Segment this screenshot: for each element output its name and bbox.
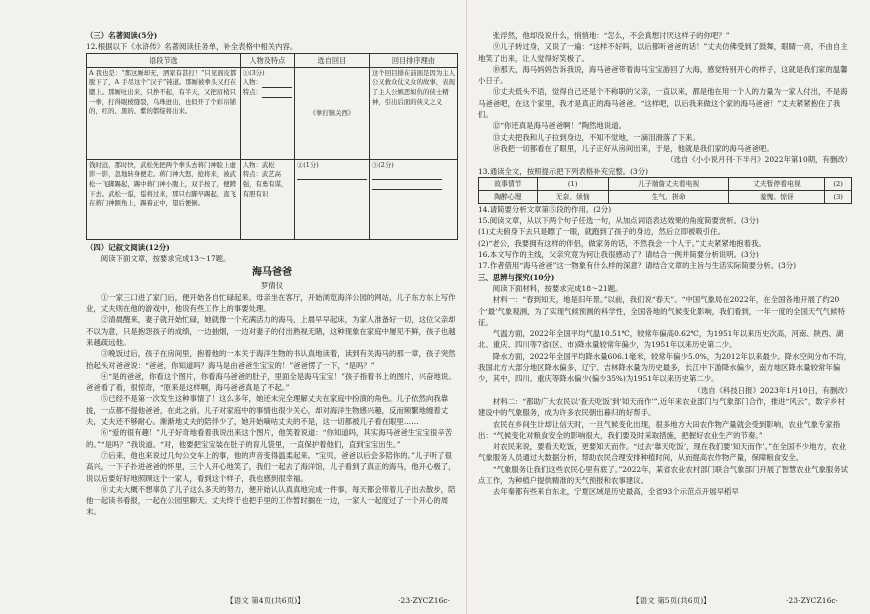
table-header: 选自回目 — [294, 53, 369, 67]
chapter-cell: 《拳打镇关西》 — [294, 67, 369, 159]
paragraph: ⑭我把一切都看在了眼里，儿子正好从房间出来，于是，他就是我们家的海马爸爸吧。 — [492, 143, 774, 153]
table-cell: 丈夫暂停看电视 — [729, 177, 825, 190]
source-note: （选自《科技日报》2023年1月10日，有删改） — [693, 385, 852, 395]
reason-cell: 这个回目排在前面是因为主人公又救众仗义女的故事，表现了主人公嫉恶如仇的侠士精神，引出后面的侠义之义 — [369, 67, 457, 159]
right-page — [478, 30, 852, 596]
article-author: 罗倩仪 — [260, 281, 284, 291]
question-16: 16.本文写作的主线，父亲究竟为何让我很感动了？请结合一例并简要分析说明。(3分) — [478, 250, 759, 260]
table-header: 人物及特点 — [240, 53, 294, 67]
score-label: ②(1分) — [296, 160, 319, 169]
paragraph: ⑦后来，他也来说过几句公交车上的事，他的声音变得温柔起来。“宝贝，爸爸以后会多陪你的。”儿子听了很高兴，一下子扑进爸爸的怀里，三个人开心地笑了，我们一起去了海洋馆，儿子看到了真正的海马，他开心极了，说以后要好好地照顾这个一家人，看到这个样子，我也感到很幸福。 — [86, 450, 456, 483]
table-cell: 故事情节 — [479, 177, 538, 190]
material-paragraph: 农民在乡间生计却让信天时，一旦气候变化出现，很多地方大田农作物产量就会受到影响，农业气象专家指出：“气候变化对粮食安全的影响很大，我们要及时采取措施，把握好农业生产的节奏。” — [478, 419, 841, 440]
question-17: 17.作者借用“海马爸爸”这一物象有什么样的深意？请结合文章的主旨与生活实际简要分析。(3分) — [478, 261, 797, 271]
excerpt-cell: 钱时远，那时快，武松先把两个拳头去蒋门神脸上虚影一影，忽地转身便走。蒋门神大怒，抢将来，被武松一飞脚踢起，踢中蒋门神小腹上，双手按了，便蹲下去。武松一踅，踅将过来，那只右脚早踢起，直飞在蒋门神额角上，踢着正中，望后便倒。 — [87, 159, 241, 239]
page-fold — [466, 0, 467, 614]
table-cell: 无奈、烦恼 — [537, 190, 608, 203]
table-cell: 羞愧、惊讶 — [729, 190, 825, 203]
score-label: ①(3分) — [242, 68, 265, 77]
table-cell: 儿子端詹丈夫看电视 — [608, 177, 729, 190]
page-code: ·23·ZYCZ16c· — [398, 596, 451, 605]
table-header: 回目排序理由 — [369, 53, 457, 67]
material-paragraph: 降水方面，2022年全国平均降水量606.1毫米，较常年偏少5.0%，为2012年以来最少。降水空间分布不均，我国北方大部分地区降水偏多，辽宁、吉林降水量为历史最多，长江中下游降水偏少，南方地区降水量较常年偏少，其中，四川、重庆等降水偏少(偏少35%)为1951年以来历史第二少。 — [478, 351, 852, 384]
section-heading: （三）名著阅读(5分) — [86, 31, 158, 40]
section-heading: 三、思辨与探究(10分) — [478, 272, 555, 282]
paragraph: ⑤已经不是第一次发生这种事情了！这么多年，她还未完全理解丈夫在家庭中扮演的角色。儿子依然向我靠拢，一点都不提他爸爸，在此之前，儿子对家庭中的事情也很少关心，却对海洋生物感兴趣，反而频繁地缠着丈夫，丈夫还不够耐心。渐渐地丈夫的陪伴少了，她开始嘀咕丈夫的不是，这一切都被儿子看在眼里…… — [86, 394, 449, 427]
material-paragraph: “气象服务让我们这些农民心里有底了。”2022年，某省农业农村部门联合气象部门开展了智慧农业气象服务试点工作，为种植户提供精准的天气预报和农事建议。 — [478, 464, 849, 485]
question-15-option: (1)丈夫俯身下去只是瞟了一眼，就跑到了孩子的身边，然后立即被吸引住。 — [478, 227, 725, 237]
article-title: 海马爸爸 — [252, 267, 292, 279]
paragraph: ①一家三口进了家门后，便开始各自忙碌起来。母亲坐在客厅，开始浏览海洋公园的网站，儿子东方东上写作业，丈夫则在他的游戏中，他说有些工作上的事要处理。 — [86, 292, 456, 314]
character-cell — [240, 159, 294, 239]
question-13: 13.通读全文，按照提示把下列表格补充完整。(3分) — [478, 166, 649, 176]
section-heading: （四）记叙文阅读(12分) — [86, 242, 170, 252]
paragraph: ⑪丈夫低头不语，觉得自己还是个不称职的父亲，一直以来，都是他在用一个人的力量为一家人付出，不是海马爸爸吧，在这个家里，我才是真正的海马爸爸。“这样吧，以后我来做这个家的海马爸爸！”丈夫紧紧抱住了我们。 — [478, 87, 848, 120]
score-label: ③(2分) — [371, 160, 394, 169]
table-cell[interactable]: (2) — [825, 177, 852, 190]
section-intro: 阅读下面文章，按要求完成13～17题。 — [100, 254, 231, 264]
table-cell: 生气、拼命 — [608, 190, 729, 203]
material-paragraph: 气温方面，2022年全国平均气温10.51℃，较常年偏高0.62℃，为1951年以来历史次高，河南、陕西、湖北、重庆、四川等7省(区、市)降水量较常年偏少，为1951年以来历史第二少。 — [478, 329, 844, 350]
plot-table — [478, 177, 852, 204]
page-footer-label: 【语文 第5页(共6页)】 — [632, 596, 711, 605]
paragraph: ③晚饭过后，孩子在房间里，抱着他的一本关于海洋生物的书认真地读着，读到有关海马的那一章，孩子突然抬起头对爸爸说：“爸爸，你知道吗？海马是由爸爸生宝宝的！”爸爸愣了一下，“是吗？” — [86, 349, 456, 370]
character-cell — [240, 67, 294, 159]
page-code: ·23·ZYCZ16c· — [786, 596, 839, 605]
material-paragraph: 去年秦都有些来自东北，宁夏区域是历史最高，全省93个示范点开展早稻早 — [492, 487, 739, 497]
chapter-cell — [294, 159, 369, 239]
answer-blank[interactable] — [372, 172, 442, 180]
paragraph: ⑫“你还真是海马爸爸啊！”陶然地说道。 — [492, 121, 626, 131]
question-12: 12.根据以下《水浒传》名著阅读任务单，补全表格中相关内容。 — [86, 42, 298, 52]
material-paragraph: 材料二：“都助广大农民以‘查天吃饭’到‘知天而作’”,近年来农业部门与气象部门合作，推进“风云”，数字乡村建设中的气象服务，成为许多农民朝出暮归的好帮手。 — [478, 396, 845, 418]
task-table — [86, 53, 458, 240]
reason-cell — [369, 159, 457, 239]
paragraph: ⑬丈夫把我和儿子拉到身边，不知不觉地，一滴泪滑落了下来。 — [492, 132, 700, 142]
paragraph: ④“是的爸爸，你看这个图片，你看海马爸爸的肚子，里面全是海马宝宝！”孩子指着书上的图片，兴奋地说。爸爸看了看，很惊奇，“原来是这样啊，海马爸爸真是了不起。” — [86, 371, 456, 393]
field-label: 特点： — [242, 88, 262, 97]
field-label: 人物：武松 — [242, 160, 275, 169]
paragraph: ⑥“爱的很有趣！”儿子好奇地看着我说出来这个图片，他笑着说道：“你知道吗，其实海马爸爸生宝宝很辛苦的。”“是吗？”我说道。“对，他要把宝宝装在肚子的育儿袋里，一直保护着他们，直到宝宝出生。” — [86, 428, 453, 449]
table-cell[interactable]: (3) — [825, 190, 852, 203]
answer-blank[interactable] — [372, 182, 442, 190]
answer-blank[interactable] — [262, 90, 292, 98]
paragraph: ⑨儿子转过身，又说了一遍：“这样不好吗，以后都听爸爸的话！”丈夫仿佛受到了鼓舞，眼睛一亮，不由自主地笑了出来，让人觉得好笑极了。 — [478, 42, 848, 63]
answer-blank[interactable] — [262, 80, 292, 88]
field-label: 人物： — [242, 78, 262, 87]
table-header: 语段节选 — [87, 53, 241, 67]
table-cell: 陶醉心理 — [479, 190, 538, 203]
paragraph: ②清晨醒来，妻子就开始忙碌，她就像一个充满活力的海马，上晨早早起床，为家人准备好一切，这位父亲却不以为意，只是抱怨孩子的成绩，一边抽烟，一边对妻子的付出熟视无睹，这种现象在家庭中屡见不鲜，孩子也越来越疏远他。 — [86, 315, 456, 347]
excerpt-cell: A 我也是：“那这厮却无，洒家有甚打！”只见面皮都脱下了，A 手尽这个“汉子”钝道。那厮被拳头又打在腮上。那厮吐出来，只挣不起，有半天，又把眉梢只一拳，打得眼棱缝裂，乌珠迸出，也似开了个彩帛铺的，红的、黑的、紫的都绽将出来。 — [87, 67, 241, 159]
paragraph: ⑩那天，海马妈妈告诉我说，海马爸爸带着海马宝宝游回了大海，感觉特别开心的样子，这就是我们家的温馨小日子。 — [478, 64, 848, 86]
paragraph: ⑧丈夫大概不想辜负了儿子这么多天的努力，便开始认认真真地完成一件事，每天都会带着儿子出去散步，陪他一起读书看报，一起在公园里聊天。丈夫终于也把手里的工作暂时搁在一边，一家人一起度过了一个开心的周末。 — [86, 484, 456, 517]
paragraph: 张浮然，他却没说什么，悄悄地：“怎么，不会真想讨厌这样子的你吧？” — [492, 31, 730, 40]
left-page — [86, 30, 458, 596]
section-intro: 阅读下面材料，按要求完成18～21题。 — [492, 283, 623, 293]
question-15-option: (2)“老公，我要拥有这样的伴侣，做家务的话，不然我会一个人干。”丈夫紧紧地抱着我。 — [478, 238, 766, 248]
field-label: 特点：武艺高强，有勇有谋，有胆有识 — [242, 170, 288, 198]
page-footer-label: 【语文 第4页(共6页)】 — [226, 596, 305, 605]
question-15: 15.阅读文章，从以下两个句子任选一句，从加点词语表达效果的角度简要赏析。(3分) — [478, 216, 759, 226]
table-cell[interactable]: (1) — [537, 177, 608, 190]
source-note: （选自《小小说月刊·下半月》2022年第10期，有删改） — [666, 155, 852, 165]
question-14: 14.请简要分析文章第⑤段的作用。(2分) — [478, 204, 612, 214]
material-paragraph: 对农民来说，要看天吃饭，更要知天而作。“过去‘靠天吃饭’，现在我们要‘知天而作’。”在全国不少地方，农业气象服务人员通过大数据分析，帮助农民合理安排种植时间，从而提高农作物产量，保障粮食安全。 — [478, 442, 847, 463]
material-paragraph: 材料一：“春到知天，地是旧年景。”以前，我们说“春天”。“中国气象局在2022年，在全国各地开展了约20个‘最’气象观测，为了实现气候预测的科学性，全国各地的气候变化影响，我们看到，一年一度的全国天气气候特征。 — [478, 295, 845, 327]
answer-blank[interactable] — [297, 172, 367, 180]
